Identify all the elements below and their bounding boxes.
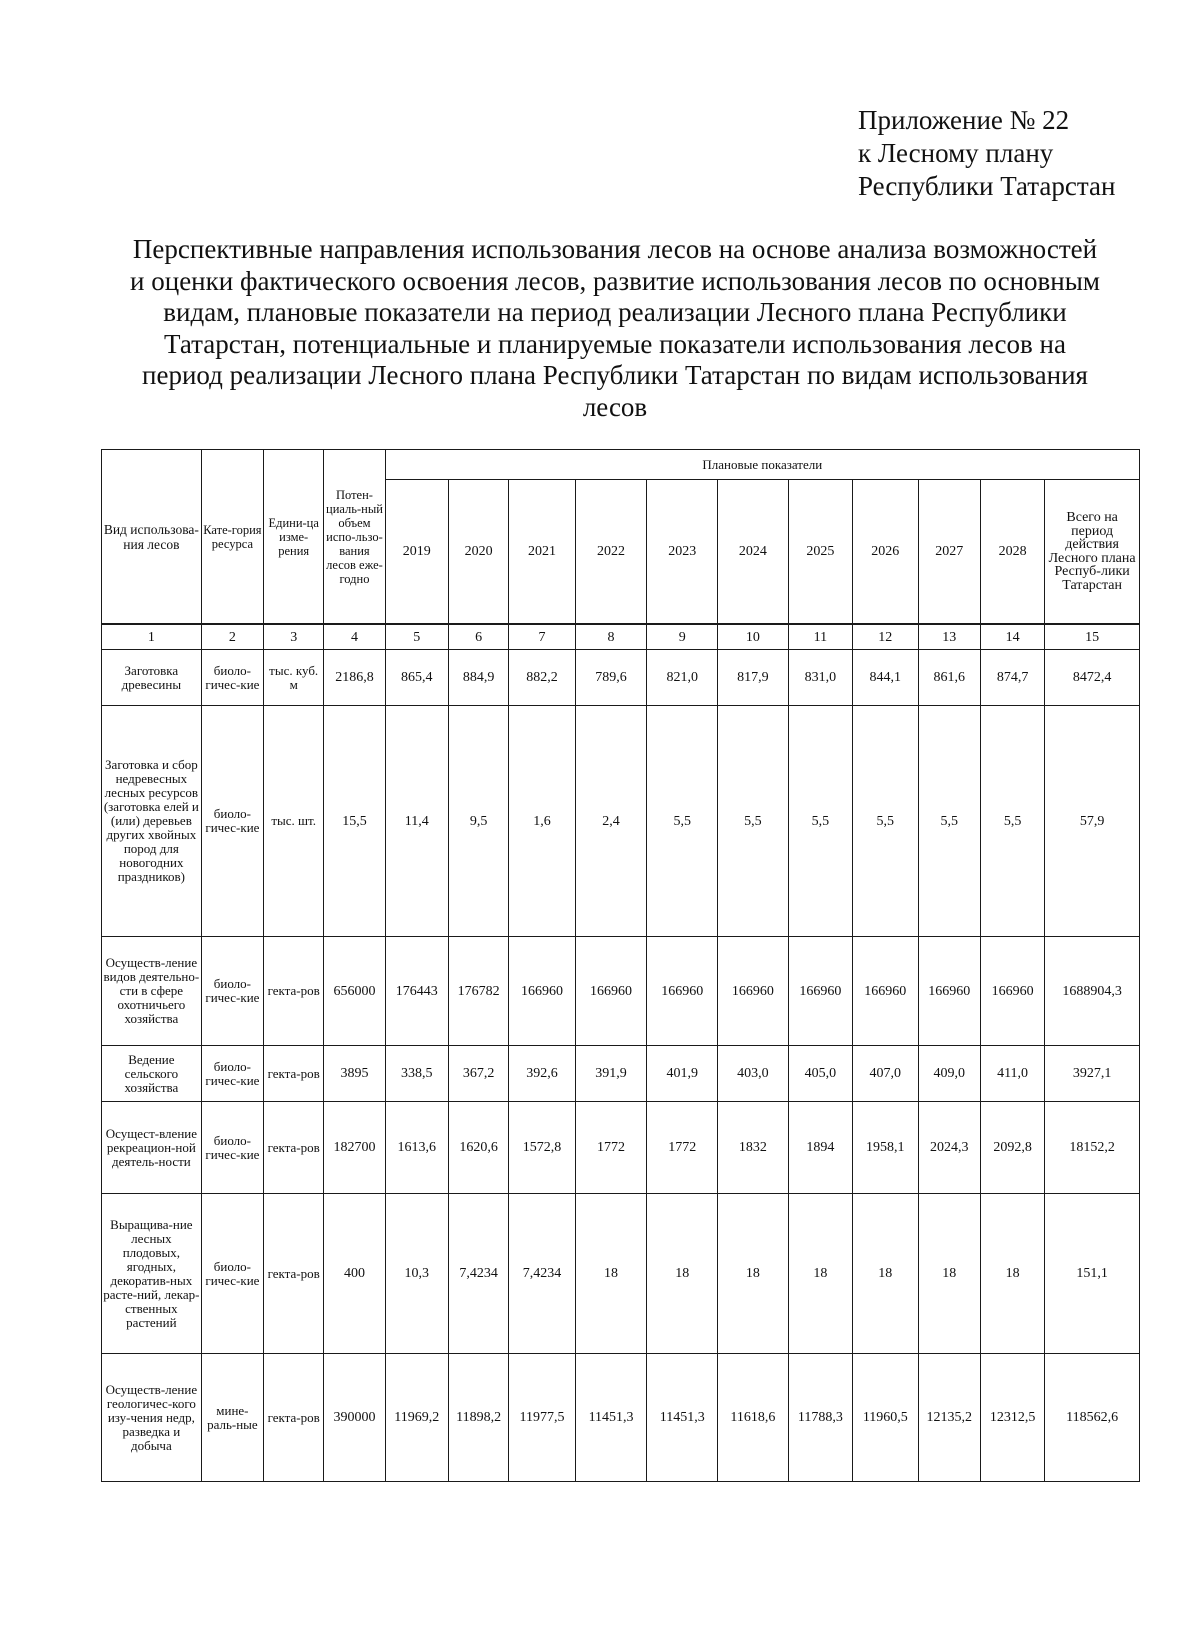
table-row bbox=[102, 1354, 1140, 1482]
header-year: 2028 bbox=[980, 480, 1044, 625]
row-unit: тыс. куб. м bbox=[264, 650, 324, 706]
row-unit: гекта-ров bbox=[264, 937, 324, 1046]
appendix-line-1: Приложение № 22 bbox=[858, 105, 1070, 135]
row-value: 18 bbox=[918, 1194, 980, 1354]
row-value: 409,0 bbox=[918, 1046, 980, 1102]
row-value: 407,0 bbox=[853, 1046, 918, 1102]
row-value: 400 bbox=[324, 1194, 385, 1354]
row-value: 5,5 bbox=[853, 706, 918, 937]
row-value: 15,5 bbox=[324, 706, 385, 937]
row-value: 1688904,3 bbox=[1045, 937, 1140, 1046]
header-year: 2024 bbox=[718, 480, 789, 625]
row-value: 1,6 bbox=[509, 706, 575, 937]
appendix-line-2: к Лесному плану bbox=[858, 138, 1054, 168]
column-number: 12 bbox=[853, 624, 918, 650]
column-number: 3 bbox=[264, 624, 324, 650]
header-category: Кате-гория ресурса bbox=[201, 450, 263, 625]
row-value: 392,6 bbox=[509, 1046, 575, 1102]
header-year: 2020 bbox=[448, 480, 508, 625]
forest-use-table bbox=[101, 449, 1140, 1482]
row-value: 11451,3 bbox=[647, 1354, 718, 1482]
row-value: 11788,3 bbox=[788, 1354, 852, 1482]
row-value: 2024,3 bbox=[918, 1102, 980, 1194]
row-value: 18 bbox=[718, 1194, 789, 1354]
row-value: 57,9 bbox=[1045, 706, 1140, 937]
row-unit: гекта-ров bbox=[264, 1102, 324, 1194]
row-value: 1620,6 bbox=[448, 1102, 508, 1194]
row-value: 831,0 bbox=[788, 650, 852, 706]
row-category: биоло-гичес-кие bbox=[201, 937, 263, 1046]
header-total: Всего на период действия Лесного плана Респуб-лики Татарстан bbox=[1045, 480, 1140, 625]
header-row-top bbox=[102, 450, 1140, 480]
header-potential: Потен-циаль-ный объем испо-льзо-вания лесов еже-годно bbox=[324, 450, 385, 625]
row-category: биоло-гичес-кие bbox=[201, 1046, 263, 1102]
header-year: 2022 bbox=[575, 480, 647, 625]
row-value: 844,1 bbox=[853, 650, 918, 706]
row-category: биоло-гичес-кие bbox=[201, 706, 263, 937]
row-value: 5,5 bbox=[918, 706, 980, 937]
row-value: 11898,2 bbox=[448, 1354, 508, 1482]
row-value: 166960 bbox=[853, 937, 918, 1046]
row-value: 151,1 bbox=[1045, 1194, 1140, 1354]
row-value: 9,5 bbox=[448, 706, 508, 937]
row-category: биоло-гичес-кие bbox=[201, 1194, 263, 1354]
row-value: 7,4234 bbox=[448, 1194, 508, 1354]
column-number: 5 bbox=[385, 624, 448, 650]
row-unit: гекта-ров bbox=[264, 1354, 324, 1482]
document-title bbox=[90, 234, 1140, 423]
row-value: 176443 bbox=[385, 937, 448, 1046]
column-number: 10 bbox=[718, 624, 789, 650]
header-year: 2026 bbox=[853, 480, 918, 625]
row-value: 11977,5 bbox=[509, 1354, 575, 1482]
row-value: 18 bbox=[853, 1194, 918, 1354]
row-unit: гекта-ров bbox=[264, 1194, 324, 1354]
row-value: 166960 bbox=[509, 937, 575, 1046]
row-value: 166960 bbox=[647, 937, 718, 1046]
header-year: 2023 bbox=[647, 480, 718, 625]
column-number: 13 bbox=[918, 624, 980, 650]
row-value: 1613,6 bbox=[385, 1102, 448, 1194]
title-line: и оценки фактического освоения лесов, развитие использования лесов по основным bbox=[130, 265, 1100, 296]
table-row bbox=[102, 937, 1140, 1046]
row-value: 10,3 bbox=[385, 1194, 448, 1354]
row-value: 338,5 bbox=[385, 1046, 448, 1102]
row-value: 12312,5 bbox=[980, 1354, 1044, 1482]
table-row bbox=[102, 650, 1140, 706]
column-number-row bbox=[102, 624, 1140, 650]
row-value: 821,0 bbox=[647, 650, 718, 706]
row-value: 11969,2 bbox=[385, 1354, 448, 1482]
row-value: 789,6 bbox=[575, 650, 647, 706]
row-value: 3927,1 bbox=[1045, 1046, 1140, 1102]
column-number: 14 bbox=[980, 624, 1044, 650]
row-value: 12135,2 bbox=[918, 1354, 980, 1482]
column-number: 9 bbox=[647, 624, 718, 650]
row-value: 411,0 bbox=[980, 1046, 1044, 1102]
row-kind: Осуществ-ление геологичес-кого изу-чения недр, разведка и добыча bbox=[102, 1354, 202, 1482]
row-value: 405,0 bbox=[788, 1046, 852, 1102]
row-value: 884,9 bbox=[448, 650, 508, 706]
row-value: 861,6 bbox=[918, 650, 980, 706]
row-value: 166960 bbox=[918, 937, 980, 1046]
row-value: 1772 bbox=[647, 1102, 718, 1194]
table-row bbox=[102, 1102, 1140, 1194]
row-value: 391,9 bbox=[575, 1046, 647, 1102]
row-value: 118562,6 bbox=[1045, 1354, 1140, 1482]
row-value: 403,0 bbox=[718, 1046, 789, 1102]
column-number: 1 bbox=[102, 624, 202, 650]
row-value: 2,4 bbox=[575, 706, 647, 937]
row-value: 18 bbox=[788, 1194, 852, 1354]
row-value: 2092,8 bbox=[980, 1102, 1044, 1194]
column-number: 7 bbox=[509, 624, 575, 650]
header-year: 2021 bbox=[509, 480, 575, 625]
row-value: 1958,1 bbox=[853, 1102, 918, 1194]
title-line: период реализации Лесного плана Республики Татарстан по видам использования bbox=[142, 360, 1088, 390]
table-row bbox=[102, 706, 1140, 937]
row-value: 1894 bbox=[788, 1102, 852, 1194]
row-value: 5,5 bbox=[718, 706, 789, 937]
title-line: лесов bbox=[582, 391, 648, 422]
title-line: Татарстан, потенциальные и планируемые показатели использования лесов на bbox=[164, 328, 1066, 359]
row-value: 11,4 bbox=[385, 706, 448, 937]
row-category: биоло-гичес-кие bbox=[201, 1102, 263, 1194]
row-value: 11960,5 bbox=[853, 1354, 918, 1482]
row-kind: Осущест-вление рекреацион-ной деятель-ности bbox=[102, 1102, 202, 1194]
row-value: 166960 bbox=[980, 937, 1044, 1046]
row-value: 11618,6 bbox=[718, 1354, 789, 1482]
row-value: 656000 bbox=[324, 937, 385, 1046]
row-value: 7,4234 bbox=[509, 1194, 575, 1354]
column-number: 15 bbox=[1045, 624, 1140, 650]
row-value: 18 bbox=[980, 1194, 1044, 1354]
row-category: биоло-гичес-кие bbox=[201, 650, 263, 706]
appendix-note bbox=[858, 104, 1178, 203]
row-kind: Выращива-ние лесных плодовых, ягодных, декоратив-ных расте-ний, лекар-ственных растений bbox=[102, 1194, 202, 1354]
row-value: 1572,8 bbox=[509, 1102, 575, 1194]
table-row bbox=[102, 1046, 1140, 1102]
column-number: 4 bbox=[324, 624, 385, 650]
row-value: 2186,8 bbox=[324, 650, 385, 706]
row-value: 882,2 bbox=[509, 650, 575, 706]
row-value: 166960 bbox=[788, 937, 852, 1046]
row-value: 8472,4 bbox=[1045, 650, 1140, 706]
row-kind: Заготовка древесины bbox=[102, 650, 202, 706]
row-value: 865,4 bbox=[385, 650, 448, 706]
row-value: 817,9 bbox=[718, 650, 789, 706]
row-unit: тыс. шт. bbox=[264, 706, 324, 937]
row-value: 874,7 bbox=[980, 650, 1044, 706]
row-value: 390000 bbox=[324, 1354, 385, 1482]
row-value: 166960 bbox=[575, 937, 647, 1046]
row-value: 1772 bbox=[575, 1102, 647, 1194]
row-kind: Ведение сельского хозяйства bbox=[102, 1046, 202, 1102]
header-year: 2019 bbox=[385, 480, 448, 625]
appendix-line-3: Республики Татарстан bbox=[858, 171, 1116, 201]
row-value: 18 bbox=[575, 1194, 647, 1354]
row-value: 5,5 bbox=[980, 706, 1044, 937]
title-line: видам, плановые показатели на период реализации Лесного плана Республики bbox=[163, 297, 1067, 327]
row-value: 5,5 bbox=[788, 706, 852, 937]
column-number: 2 bbox=[201, 624, 263, 650]
row-value: 5,5 bbox=[647, 706, 718, 937]
title-line: Перспективные направления использования лесов на основе анализа возможностей bbox=[132, 234, 1098, 264]
row-value: 176782 bbox=[448, 937, 508, 1046]
row-value: 367,2 bbox=[448, 1046, 508, 1102]
row-value: 1832 bbox=[718, 1102, 789, 1194]
row-kind: Заготовка и сбор недревесных лесных ресурсов (заготовка елей и (или) деревьев других хвойных пород для новогодних праздников) bbox=[102, 706, 202, 937]
table-row bbox=[102, 1194, 1140, 1354]
column-number: 6 bbox=[448, 624, 508, 650]
header-kind: Вид использова-ния лесов bbox=[102, 450, 202, 625]
row-value: 166960 bbox=[718, 937, 789, 1046]
column-number: 11 bbox=[788, 624, 852, 650]
row-category: мине-раль-ные bbox=[201, 1354, 263, 1482]
header-year: 2027 bbox=[918, 480, 980, 625]
row-kind: Осуществ-ление видов деятельно-сти в сфере охотничьего хозяйства bbox=[102, 937, 202, 1046]
row-value: 11451,3 bbox=[575, 1354, 647, 1482]
row-value: 3895 bbox=[324, 1046, 385, 1102]
column-number: 8 bbox=[575, 624, 647, 650]
row-value: 401,9 bbox=[647, 1046, 718, 1102]
row-value: 18 bbox=[647, 1194, 718, 1354]
row-unit: гекта-ров bbox=[264, 1046, 324, 1102]
row-value: 18152,2 bbox=[1045, 1102, 1140, 1194]
row-value: 182700 bbox=[324, 1102, 385, 1194]
header-unit: Едини-ца изме-рения bbox=[264, 450, 324, 625]
header-plan-indicators: Плановые показатели bbox=[385, 450, 1139, 480]
header-year: 2025 bbox=[788, 480, 852, 625]
